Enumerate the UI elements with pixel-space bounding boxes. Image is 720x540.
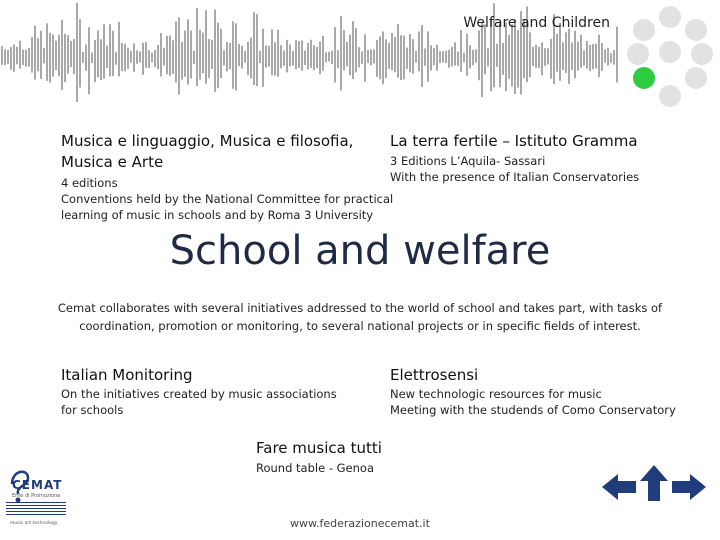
circle-flower-decoration: [616, 4, 720, 114]
text-italian-monitoring: [61, 386, 337, 418]
heading-line: Musica e linguaggio, Musica e filosofia,: [61, 132, 354, 150]
waveform-decoration: [0, 0, 720, 120]
text-line: On the initiatives created by music associations: [61, 387, 337, 401]
logo-name: CEMAT: [12, 478, 63, 492]
heading-line: Musica e Arte: [61, 153, 164, 171]
section-title: Welfare and Children: [463, 15, 610, 31]
heading-musica-linguaggio: [61, 131, 353, 173]
logo-subtitle: Ente di Promozione: [12, 493, 61, 499]
text-line: for schools: [61, 403, 124, 417]
text-elettrosensi: [390, 386, 676, 418]
logo-tagline: music art technology: [10, 521, 58, 526]
arrow-up-icon[interactable]: [638, 464, 670, 502]
text-line: New technologic resources for music: [390, 387, 602, 401]
arrow-left-icon[interactable]: [600, 471, 638, 503]
text-line: 4 editions: [61, 176, 118, 190]
text-line: Meeting with the studends of Como Conservatory: [390, 403, 676, 417]
arrow-right-icon[interactable]: [670, 471, 708, 503]
intro-paragraph: [40, 299, 680, 335]
text-musica-linguaggio: [61, 175, 393, 223]
heading-elettrosensi: Elettrosensi: [390, 366, 479, 384]
page-title: School and welfare: [169, 228, 551, 274]
intro-line: coordination, promotion or monitoring, to several national projects or in specific fields of interest.: [79, 319, 641, 333]
footer-url[interactable]: www.federazionecemat.it: [290, 517, 430, 530]
text-line: Conventions held by the National Committee for practical: [61, 192, 394, 206]
text-line: With the presence of Italian Conservatories: [390, 170, 640, 184]
intro-line: Cemat collaborates with several initiatives addressed to the world of school and takes part, with tasks of: [57, 301, 663, 315]
text-terra-fertile: [390, 153, 639, 185]
heading-fare-musica: Fare musica tutti: [256, 439, 382, 457]
text-line: 3 Editions L’Aquila- Sassari: [390, 154, 546, 168]
heading-terra-fertile: La terra fertile – Istituto Gramma: [390, 132, 638, 150]
heading-italian-monitoring: Italian Monitoring: [61, 366, 193, 384]
text-line: learning of music in schools and by Roma 3 University: [61, 208, 374, 222]
highlight-circle: [633, 67, 655, 89]
text-fare-musica: Round table - Genoa: [256, 461, 374, 475]
